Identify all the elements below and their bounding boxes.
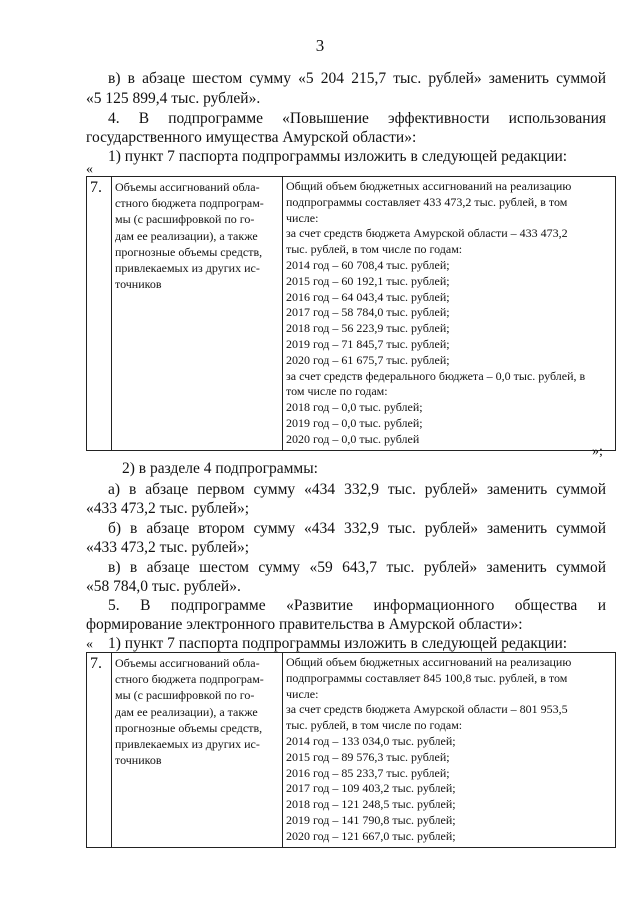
value-line: том числе по годам: (286, 384, 388, 399)
value-line: 2016 год – 64 043,4 тыс. рублей; (286, 289, 450, 304)
value-line: 2020 год – 0,0 тыс. рублей (286, 431, 420, 446)
value-line: 2018 год – 0,0 тыс. рублей; (286, 400, 423, 415)
paragraph-text: «58 784,0 тыс. рублей». (86, 578, 241, 595)
label-line: стного бюджета подпрограм- (115, 196, 264, 211)
value-line: 2014 год – 133 034,0 тыс. рублей; (286, 733, 456, 748)
value-line: 2018 год – 121 248,5 тыс. рублей; (286, 797, 456, 812)
item-number: 7. (87, 177, 112, 451)
value-line: за счет средств федерального бюджета – 0,0 тыс. рублей, в (286, 368, 586, 383)
table-row (87, 177, 616, 451)
label-line: дам ее реализации), а также (115, 704, 258, 719)
label-line: точников (115, 753, 162, 768)
value-line: тыс. рублей, в том числе по годам: (286, 242, 463, 257)
value-line: 2015 год – 60 192,1 тыс. рублей; (286, 273, 450, 288)
label-line: привлекаемых из других ис- (115, 737, 260, 752)
item-number: 7. (87, 653, 112, 848)
table-row (87, 653, 616, 848)
paragraph-text: государственного имущества Амурской области»: (86, 129, 417, 146)
value-line: за счет средств бюджета Амурской области – 433 473,2 (286, 226, 568, 241)
label-line: мы (с расшифровкой по го- (115, 212, 255, 227)
item-value (283, 177, 616, 451)
label-line: прогнозные объемы средств, (115, 720, 263, 735)
value-line: 2019 год – 0,0 тыс. рублей; (286, 415, 423, 430)
opening-quote: « (86, 637, 93, 652)
paragraph-text: в) в абзаце шестом сумму «59 643,7 тыс. рублей» заменить суммой (108, 559, 606, 576)
value-line: Общий объем бюджетных ассигнований на реализацию (286, 179, 572, 193)
value-line: числе: (286, 210, 319, 225)
value-line: 2020 год – 61 675,7 тыс. рублей; (286, 352, 450, 367)
passport-table-1 (86, 176, 616, 451)
label-line: привлекаемых из других ис- (115, 261, 260, 276)
paragraph-text: «5 125 899,4 тыс. рублей». (86, 90, 261, 107)
value-line: числе: (286, 686, 319, 701)
value-line: 2016 год – 85 233,7 тыс. рублей; (286, 765, 450, 780)
paragraph-text: 1) пункт 7 паспорта подпрограммы изложить в следующей редакции: (108, 148, 568, 165)
value-line: подпрограммы составляет 433 473,2 тыс. рублей, в том (286, 194, 568, 209)
value-line: за счет средств бюджета Амурской области – 801 953,5 (286, 702, 568, 717)
item-label (112, 653, 283, 848)
opening-quote: « (86, 162, 93, 177)
closing-quote: »; (592, 444, 603, 459)
value-line: Общий объем бюджетных ассигнований на реализацию (286, 655, 572, 669)
value-line: 2014 год – 60 708,4 тыс. рублей; (286, 257, 450, 272)
value-line: 2015 год – 89 576,3 тыс. рублей; (286, 749, 450, 764)
paragraph-text: «433 473,2 тыс. рублей»; (86, 500, 249, 517)
paragraph-text: 2) в разделе 4 подпрограммы: (122, 460, 318, 477)
item-value (283, 653, 616, 848)
value-line: 2019 год – 141 790,8 тыс. рублей; (286, 812, 456, 827)
paragraph-text: 4. В подпрограмме «Повышение эффективности использования (108, 110, 606, 127)
paragraph-text: формирование электронного правительства в Амурской области»: (86, 616, 523, 633)
paragraph-text: в) в абзаце шестом сумму «5 204 215,7 тыс. рублей» заменить суммой (108, 70, 606, 87)
value-line: тыс. рублей, в том числе по годам: (286, 718, 463, 733)
label-line: стного бюджета подпрограм- (115, 672, 264, 687)
label-line: дам ее реализации), а также (115, 228, 258, 243)
paragraph-text: «433 473,2 тыс. рублей»; (86, 539, 249, 556)
paragraph-text: б) в абзаце втором сумму «434 332,9 тыс. рублей» заменить суммой (108, 520, 606, 537)
value-line: 2017 год – 109 403,2 тыс. рублей; (286, 781, 456, 796)
label-line: Объемы ассигнований обла- (115, 656, 260, 670)
label-line: точников (115, 277, 162, 292)
passport-table-2 (86, 652, 616, 848)
value-line: 2019 год – 71 845,7 тыс. рублей; (286, 336, 450, 351)
value-line: 2017 год – 58 784,0 тыс. рублей; (286, 305, 450, 320)
paragraph-text: 5. В подпрограмме «Развитие информационного общества и (108, 597, 606, 614)
label-line: Объемы ассигнований обла- (115, 180, 260, 194)
item-label (112, 177, 283, 451)
paragraph-text: 1) пункт 7 паспорта подпрограммы изложить в следующей редакции: (108, 635, 568, 652)
value-line: 2020 год – 121 667,0 тыс. рублей; (286, 828, 456, 843)
label-line: прогнозные объемы средств, (115, 244, 263, 259)
value-line: подпрограммы составляет 845 100,8 тыс. рублей, в том (286, 670, 568, 685)
page-number: 3 (315, 36, 325, 55)
value-line: 2018 год – 56 223,9 тыс. рублей; (286, 321, 450, 336)
label-line: мы (с расшифровкой по го- (115, 688, 255, 703)
paragraph-text: а) в абзаце первом сумму «434 332,9 тыс. рублей» заменить суммой (108, 481, 606, 498)
